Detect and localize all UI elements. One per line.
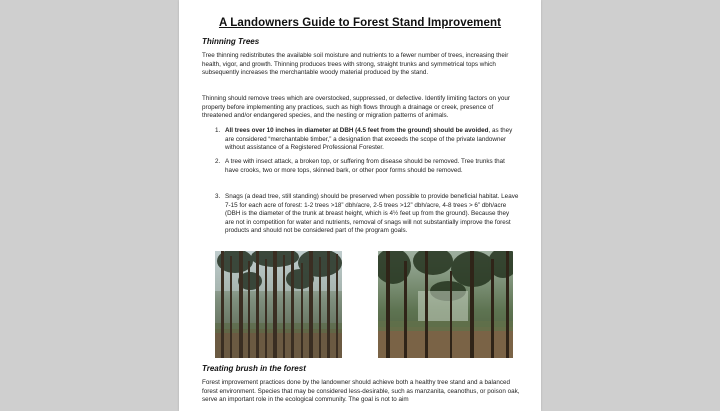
forest-photo-thinned xyxy=(378,251,513,358)
list-item-body xyxy=(225,127,520,153)
forest-photo-dense xyxy=(215,251,342,358)
paragraph: Thinning should remove trees which are overstocked, suppressed, or defective. Identify limiting factors on your property before implementing any practices, such as high flows through a drainage or creek, presence of threatened and/or endangered species, and the nesting or migration patterns of animals. xyxy=(202,95,511,119)
list-item-lead: All trees over 10 inches in diameter at DBH (4.5 feet from the ground) should be avoided xyxy=(225,127,489,134)
page-title: A Landowners Guide to Forest Stand Improvement xyxy=(218,17,502,29)
section-heading-treating-brush: Treating brush in the forest xyxy=(202,364,306,373)
list-item-body xyxy=(225,158,520,175)
section-heading-thinning: Thinning Trees xyxy=(202,37,260,46)
list-number: 3. xyxy=(215,193,221,200)
list-item-text: Snags (a dead tree, still standing) should be preserved when possible to provide beneficial habitat. Leave 7-15 for each acre of forest: 1-2 trees >18” dbh/acre, 2-5 trees >12” dbh/acre, 4-8 trees > 6” dbh/acre (DBH is the diameter of the trunk at breast height, which is 4½ feet up from the ground). Because they are not in competition for water and nutrients, removal of snags will not substantially improve the forest products and should not be considered part of the program goals. xyxy=(225,193,519,234)
paragraph: Tree thinning redistributes the available soil moisture and nutrients to a fewer number of trees, increasing their health, vigor, and growth. Thinning produces trees with strong, straight trunks and symmetrical tops which subsequently increases the merchantable woody material produced by the stand. xyxy=(202,52,509,76)
list-number: 2. xyxy=(215,158,221,165)
list-item-body xyxy=(225,193,520,236)
list-item-text: A tree with insect attack, a broken top, or suffering from disease should be removed. Tree trunks that have crooks, two or more tops, skinned bark, or other poor forms should be removed. xyxy=(225,158,505,174)
document-page xyxy=(179,0,541,411)
list-number: 1. xyxy=(215,127,221,134)
list-item xyxy=(215,127,520,153)
paragraph: Forest improvement practices done by the landowner should achieve both a healthy tree stand and a balanced forest environment. Species that may be considered less-desirable, such as manzanita, ceanothus, or poison oak, serve an important role in the ecological community. The goal is not to aim xyxy=(202,379,520,403)
list-item xyxy=(215,158,520,175)
list-item xyxy=(215,193,520,236)
list-item-text: , as they are considered “merchantable timber,” a designation that exceeds the scope of the private landowner without assistance of a Registered Professional Forester. xyxy=(225,127,513,151)
